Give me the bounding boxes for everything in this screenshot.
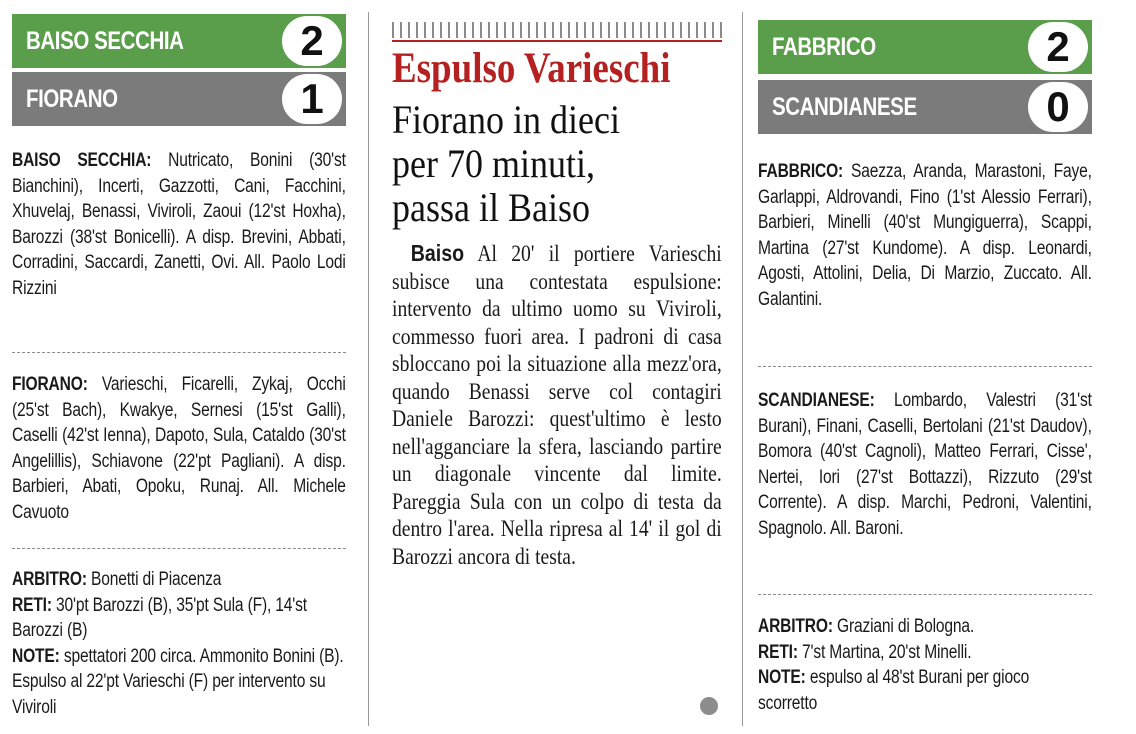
goals-label: RETI: xyxy=(12,594,52,616)
away-lineup-team: FIORANO: xyxy=(12,374,88,395)
article-lead: Baiso xyxy=(410,240,465,266)
divider xyxy=(758,594,1092,595)
away-lineup xyxy=(12,372,346,526)
home-team-name: BAISO SECCHIA xyxy=(12,14,302,68)
article-body xyxy=(392,240,722,570)
column-rule xyxy=(368,12,369,726)
referee-value: Bonetti di Piacenza xyxy=(86,569,222,590)
home-lineup-team: FABBRICO: xyxy=(758,161,844,182)
end-dot-icon xyxy=(700,697,718,715)
tick-rule xyxy=(392,22,722,38)
away-score-row xyxy=(12,72,346,126)
away-lineup-text: Varieschi, Ficarelli, Zykaj, Occhi (25'st Bach), Kwakye, Sernesi (15'st Galli), Caselli (42'st Ienna), Dapoto, Sula, Cataldo (30'st Angelillis), Schiavone (22'pt Pagliani). A disp. Barbieri, Abati, Opoku, Runaj. All. Michele Cavuoto xyxy=(12,374,346,523)
home-lineup-team: BAISO SECCHIA: xyxy=(12,150,152,171)
red-rule xyxy=(392,40,722,42)
divider xyxy=(12,352,346,353)
away-lineup xyxy=(758,388,1092,542)
away-score-box xyxy=(1022,80,1092,134)
headline-line: passa il Baiso xyxy=(392,185,590,230)
away-team-name: FIORANO xyxy=(12,72,302,126)
away-score: 0 xyxy=(1028,82,1088,132)
match-notes xyxy=(758,614,1092,716)
away-team-name: SCANDIANESE xyxy=(758,80,1048,134)
away-lineup-team: SCANDIANESE: xyxy=(758,390,875,411)
column-rule xyxy=(742,12,743,726)
home-score: 2 xyxy=(282,16,342,66)
notes-label: NOTE: xyxy=(758,667,806,689)
away-lineup-text: Lombardo, Valestri (31'st Burani), Finani, Caselli, Bertolani (21'st Daudov), Bomora (40'st Cagnoli), Matteo Ferrari, Cisse', Nertei, Iori (27'st Bottazzi), Rizzuto (29'st Corrente). A disp. Marchi, Pedroni, Valentini, Spagnolo. All. Baroni. xyxy=(758,390,1092,539)
home-lineup xyxy=(758,159,1092,313)
home-lineup-text: Saezza, Aranda, Marastoni, Faye, Garlappi, Aldrovandi, Fino (1'st Alessio Ferrari), Barbieri, Minelli (40'st Mungiguerra), Scappi, Martina (27'st Kundome). A disp. Leonardi, Agosti, Attolini, Delia, Di Marzio, Zuccato. All. Galantini. xyxy=(758,161,1092,310)
article-text: Al 20' il portiere Varieschi subisce una contestata espulsione: intervento da ultimo uomo su Viviroli, commesso fuori area. I padroni di casa sbloccano poi la situazione alla mezz'ora, quando Benassi serve col contagiri Daniele Barozzi: quest'ultimo è lesto nell'agganciare la sfera, lasciando partire un diagonale vincente dal limite. Pareggia Sula con un colpo di testa da dentro l'area. Nella ripresa al 14' il gol di Barozzi ancora di testa. xyxy=(392,241,722,569)
match-notes xyxy=(12,567,346,721)
home-lineup-text: Nutricato, Bonini (30'st Bianchini), Incerti, Gazzotti, Cani, Facchini, Xhuvelaj, Benassi, Viviroli, Zaoui (12'st Hoxha), Barozzi (38'st Bonicelli). A disp. Brevini, Abbati, Corradini, Saccardi, Zanetti, Ovi. All. Paolo Lodi Rizzini xyxy=(12,150,346,299)
notes-label: NOTE: xyxy=(12,645,60,667)
home-score: 2 xyxy=(1028,22,1088,72)
away-score: 1 xyxy=(282,74,342,124)
referee-label: ARBITRO: xyxy=(758,616,833,637)
goals-label: RETI: xyxy=(758,641,798,663)
notes-value: espulso al 48'st Burani per gioco scorretto xyxy=(758,667,1030,714)
home-score-row xyxy=(12,14,346,68)
goals-value: 30'pt Barozzi (B), 35'pt Sula (F), 14'st Barozzi (B) xyxy=(12,594,307,642)
home-team-name: FABBRICO xyxy=(758,20,1048,74)
headline-line: per 70 minuti, xyxy=(392,141,595,186)
divider xyxy=(758,366,1092,367)
home-lineup xyxy=(12,148,346,302)
notes-value: spettatori 200 circa. Ammonito Bonini (B). Espulso al 22'pt Varieschi (F) per intervento su Viviroli xyxy=(12,645,344,718)
article-kicker: Espulso Varieschi xyxy=(392,45,671,92)
referee-label: ARBITRO: xyxy=(12,569,87,590)
away-score-row xyxy=(758,80,1092,134)
referee-value: Graziani di Bologna. xyxy=(832,616,975,637)
away-score-box xyxy=(276,72,346,126)
goals-value: 7'st Martina, 20'st Minelli. xyxy=(797,641,972,663)
divider xyxy=(12,548,346,549)
home-score-row xyxy=(758,20,1092,74)
headline-line: Fiorano in dieci xyxy=(392,97,620,142)
home-score-box xyxy=(276,14,346,68)
home-score-box xyxy=(1022,20,1092,74)
article-headline xyxy=(392,98,722,230)
